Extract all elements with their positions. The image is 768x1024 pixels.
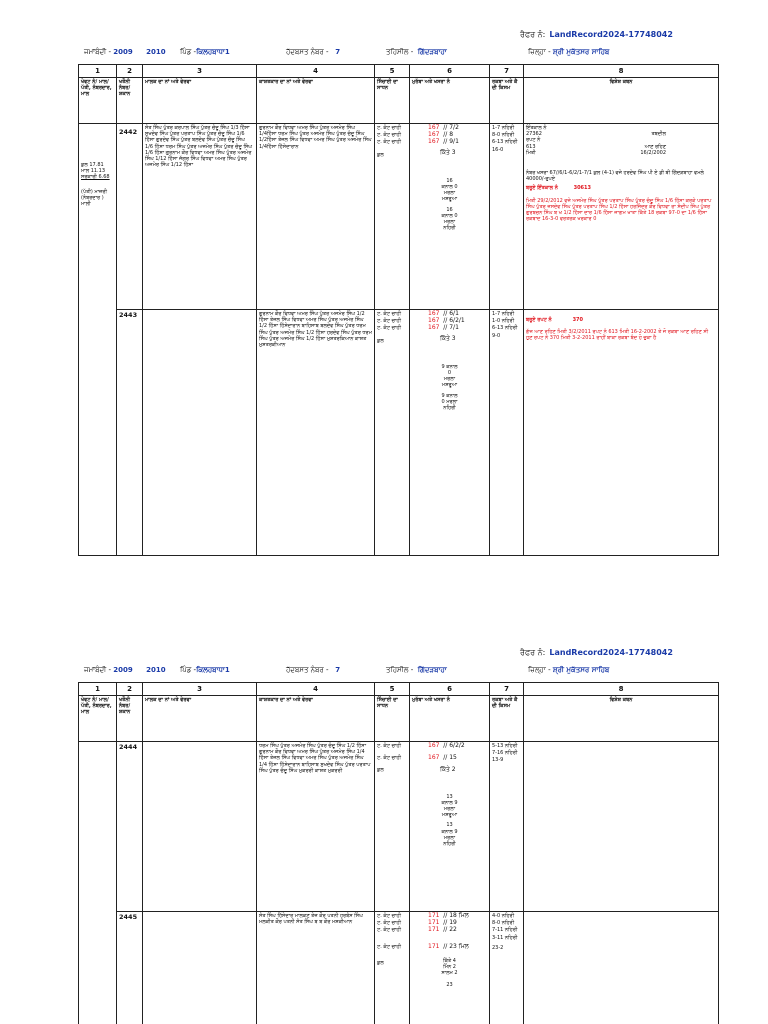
area-cell: 1-7 ਨਹਿਰੀ 8-0 ਨਹਿਰੀ 6-13 ਨਹਿਰੀ 16-0 [490, 124, 524, 310]
area-cell: 4-0 ਨਹਿਰੀ 8-0 ਨਹਿਰੀ 7-11 ਨਹਿਰੀ 3-11 ਨਹਿਰੀ 23-2 [490, 912, 524, 1024]
khatauni-number: 2445 [119, 913, 138, 921]
jamabandi-table [78, 682, 719, 1024]
irrigation-cell: ਟ. ਕੰਟ ਚਾਹੀ ਟ. ਕੰਟ ਚਾਹੀ ਟ. ਕੰਟ ਚਾਹੀ ਟ. ਕੰਟ ਚਾਹੀ ਕੁਲ [375, 912, 410, 1024]
khasra-cell: 171 // 18 ਮਿਲ 171 // 19 171 // 22 171 // 23 ਮਿਲ ਕਿੱਤੇ 4 ਮਿੰਨ 2 ਸਾਲਮ 2 23 [410, 912, 490, 1024]
cultivator-details: ਸੰਤ ਸਿੰਘ ਹਿੱਸੇਦਾਰ ਮਾਲਕਣ ਤੇਜ ਕੌਰ ਪਤਨੀ ਹਰਬੰਸ ਸਿੰਘ ਮਲਕੀਤ ਕੌਰ ਪਤਨੀ ਸੰਤ ਸਿੰਘ ਬ ਬ ਕੌਰ ਮਸ਼ਕੀਆਨ [257, 912, 375, 1024]
tehsil: ਤਹਿਸੀਲ - ਗਿੱਦੜਬਾਹਾ [386, 666, 447, 674]
table-row [79, 912, 719, 1024]
remarks-cell: ਇੰਤਕਾਲ ਨੰ 27362 ਤਬਦੀਲ ਰਪਟ ਨੰ 613 ਆਣ ਰਹਿਣ ਮਿਤੀ 16/2/2002 ਨੰਬਰ ਖਸਰਾ 67//6/1-6/2/1-7/1 ਕੁਲ (4-1) ਵਜੇ ਹਰਦੇਵ ਸਿੰਘ ਪੀ ਏ ਡੀ ਬੀ ਗਿੱਦੜਬਾਹਾ ਵਮਲੇ 40000/-ਰੁਪਏ ਬਰੂਏ ਇੰਤਕਾਲ ਨੰ 30613 ਮਿਤੀ 29/2/2012 ਵਜੇ ਅਜਮੇਰ ਸਿੰਘ ਪੁੱਤਰ ਪਰਤਾਪ ਸਿੰਘ ਪੁੱਤਰ ਚੰਦੂ ਸਿੰਘ 1/6 ਹਿੱਸਾ ਕਰਕੇ ਪਰਤਾਪ ਸਿੰਘ ਪੁੱਤਰ ਜਸਦੇਵ ਸਿੰਘ ਪੁੱਤਰ ਪਰਤਾਪ ਸਿੰਘ 1/2 ਹਿੱਸਾ ਹਰਜਿੰਦਰ ਕੌਰ ਵਿਧਵਾ ਰਾ ਸੰਦੀਪ ਸਿੰਘ ਪੁੱਤਰ ਗੁਰਬਚਨ ਸਿੰਘ ਬ ਖ 1/2 ਹਿੱਸਾ ਦਾਰ 1/6 ਹਿੱਸਾ ਜਾਗਮ ਖਾਤਾ ਕਿੱਤੇ 18 ਰਕਬਾ 97-0 ਦਾ 1/6 ਹਿੱਸਾ ਰਕਬਾਦ 16-3-0 ਵਰਤਰਕ ਖਰਕਾਰ 0 [524, 124, 719, 310]
remarks-cell [524, 912, 719, 1024]
remarks-cell: ਬਰੂਏ ਰਪਟ ਨੰ 370 ਗੱਜ ਆਣ ਰਹਿਣ ਮਿਤੀ 3/2/2011 ਰਪਟ ਨੰ 613 ਮਿਤੀ 16-2-2002 ਤੇ ਜੋ ਰਕਬਾ ਆਣ ਰਹਿਣ ਸੀ ਹੁਣ ਰਪਟ ਨੰ 370 ਮਿਤੀ 3-2-2011 ਰਾਹੀਂ ਬਾਕਾ ਰਕਬਾ ਬੰਦ ਹੋ ਚੁਕਾ ਹੈ [524, 310, 719, 556]
khatauni-number: 2442 [119, 128, 138, 136]
column-header-row: ਖੇਵਟ ਨੰ/ ਮਾਲ/ਪੱਤੀ, ਨੰਬਰਦਾਰ, ਮਾਲ ਖਤੌਨੀ ਨੰਬਰ/ ਸ਼ਕਾਨ ਮਾਲਕ ਦਾ ਨਾਂ ਅਤੇ ਵੇਰਵਾ ਕਾਸ਼ਤਕਾਰ ਦਾ ਨਾਂ ਅਤੇ ਵੇਰਵਾ ਸਿੰਚਾਈ ਦਾ ਸਾਧਨ ਮੁਰੱਬਾ ਅਤੇ ਖਸਰਾ ਨੰ ਰਕਬਾ ਅਤੇ ਕੈ ਦੀ ਕਿਸਮ ਵਿਸ਼ੇਸ਼ ਕਥਨ [79, 696, 719, 742]
khasra-cell: 167 // 7/2 167 // 8 167 // 9/1 ਕਿੱਤੇ 3 16 ਕਨਾਲ 0 ਮਰਲਾ ਮਸ਼ਰੂਆ 16 ਕਨਾਲ 0 ਮਰਲਾ ਨਹਿਰੀ [410, 124, 490, 310]
district: ਜ਼ਿਲ੍ਹਾ - ਸ਼੍ਰੀ ਮੁਕੱਤਸਰ ਸਾਹਿਬ [528, 48, 610, 56]
table-row [79, 742, 719, 912]
remarks-cell [524, 742, 719, 912]
column-header-row: ਖੇਵਟ ਨੰ/ ਮਾਲ/ਪੱਤੀ, ਨੰਬਰਦਾਰ, ਮਾਲ ਖਤੌਨੀ ਨੰਬਰ/ ਸ਼ਕਾਨ ਮਾਲਕ ਦਾ ਨਾਂ ਅਤੇ ਵੇਰਵਾ ਕਾਸ਼ਤਕਾਰ ਦਾ ਨਾਂ ਅਤੇ ਵੇਰਵਾ ਸਿੰਚਾਈ ਦਾ ਸਾਧਨ ਮੁਰੱਬਾ ਅਤੇ ਖਸਰਾ ਨੰ ਰਕਬਾ ਅਤੇ ਕੈ ਦੀ ਕਿਸਮ ਵਿਸ਼ੇਸ਼ ਕਥਨ [79, 78, 719, 124]
cultivator-details: ਗੁਰਨਾਮ ਕੌਰ ਵਿਧਵਾ ਅਮਰ ਸਿੰਘ ਪੁੱਤਰ ਅਜਮੇਰ ਸਿੰਘ 1/4ਹਿੱਸਾ ਧਰਮ ਸਿੰਘ ਪੁੱਤਰ ਅਜਮੇਰ ਸਿੰਘ ਪੁੱਤਰ ਚੰਦੂ ਸਿੰਘ 1/2ਹਿੱਸਾ ਤੇਜਲ ਸਿੰਘ ਵਿਧਵਾ ਅਮਰ ਸਿੰਘ ਪੁੱਤਰ ਅਜਮੇਰ ਸਿੰਘ 1/4ਹਿੱਸਾ ਹਿੱਸੇਦਾਰਾਨ [257, 124, 375, 310]
jamabandi-years: ਜਮਾਂਬੰਦੀ - 2009 2010 [84, 666, 166, 674]
khewat-cell [79, 742, 117, 1024]
village: ਪਿੰਡ -ਕਿਲਹਬਾਧਾ1 [180, 666, 230, 674]
owner-details [143, 310, 257, 556]
village: ਪਿੰਡ -ਕਿਲਹਬਾਧਾ1 [180, 48, 230, 56]
table-row [79, 124, 719, 310]
hadbast-number: ਹੱਦਬਸਤ ਨੰਬਰ - 7 [286, 666, 341, 674]
irrigation-cell: ਟ. ਕੰਟ ਚਾਹੀ ਟ. ਕੰਟ ਚਾਹੀ ਕੁਲ [375, 742, 410, 912]
hadbast-number: ਹੱਦਬਸਤ ਨੰਬਰ - 7 [286, 48, 341, 56]
owner-details [143, 742, 257, 912]
record-page-2 [0, 618, 768, 1024]
reference-number: ਰੈਫਰ ਨੰ: LandRecord2024-17748042 [520, 648, 673, 657]
irrigation-cell: ਟ. ਕੰਟ ਚਾਹੀ ਟ. ਕੰਟ ਚਾਹੀ ਟ. ਕੰਟ ਚਾਹੀ ਕੁਲ [375, 310, 410, 556]
khatauni-number: 2443 [119, 311, 138, 319]
column-number-row: 1 2 3 4 5 6 7 8 [79, 65, 719, 78]
owner-details: ਸੰਤ ਸਿੰਘ ਪੁੱਤਰ ਕਰਪਾਲ ਸਿੰਘ ਪੁੱਤਰ ਚੰਦੂ ਸਿੰਘ 1/3 ਹਿੱਸਾ ਸੁਖਦੇਵ ਸਿੰਘ ਪੁੱਤਰ ਪਰਤਾਪ ਸਿੰਘ ਪੁੱਤਰ ਚੰਦੂ ਸਿੰਘ 1/6 ਹਿੱਸਾ ਗੁਰਦੇਵ ਸਿੰਘ ਪੁੱਤਰ ਬਲਦੇਵ ਸਿੰਘ ਪੁੱਤਰ ਚੰਦੂ ਸਿੰਘ 1/6 ਹਿੱਸਾ ਧਰਮ ਸਿੰਘ ਪੁੱਤਰ ਅਜਮੇਰ ਸਿੰਘ ਪੁੱਤਰ ਚੰਦੂ ਸਿੰਘ 1/6 ਹਿੱਸਾ ਗੁਰਨਾਮ ਕੌਰ ਵਿਧਵਾ ਅਮਰ ਸਿੰਘ ਪੁੱਤਰ ਅਜਮੇਰ ਸਿੰਘ 1/12 ਹਿੱਸਾ ਜੱਗਰ ਸਿੰਘ ਵਿਧਵਾ ਅਮਰ ਸਿੰਘ ਪੁੱਤਰ ਅਜਮੇਰ ਸਿੰਘ 1/12 ਹਿੱਸਾ [143, 124, 257, 310]
khewat-cell: ਕੁਲ 17.81 ਮਾਲ 11.13 ਸਰਕਾਰੀ 6.68 (ਪੱਤੀ) ਮਾਜ਼ਰੀ (ਨੰਬਰਦਾਰ ) ਮਾਲੀ [79, 124, 117, 556]
reference-number: ਰੈਫਰ ਨੰ: LandRecord2024-17748042 [520, 30, 673, 39]
cultivator-details: ਗੁਰਨਾਮ ਕੌਰ ਵਿਧਵਾ ਅਮਰ ਸਿੰਘ ਪੁੱਤਰ ਅਜਮੇਰ ਸਿੰਘ 1/2 ਹਿੱਸਾ ਤੇਜਲ ਸਿੰਘ ਵਿਧਵਾ ਅਮਰ ਸਿੰਘ ਪੁੱਤਰ ਅਜਮੇਰ ਸਿੰਘ 1/2 ਹਿੱਸਾ ਹਿੱਸੇਦਾਰਾਨ ਬਾਹਿਸਾਬ ਬਲਦੇਵ ਸਿੰਘ ਪੁੱਤਰ ਧਰਮ ਸਿੰਘ ਪੁੱਤਰ ਅਜਮੇਰ ਸਿੰਘ 1/2 ਹਿੱਸਾ ਹਰਦੇਵ ਸਿੰਘ ਪੁੱਤਰ ਧਰਮ ਸਿੰਘ ਪੁੱਤਰ ਅਜਮੇਰ ਸਿੰਘ 1/2 ਹਿੱਸਾ ਮੁਸ਼ਤਰਕਿਆਨ ਕਾਸ਼ਤ ਮੁਸ਼ਤਰਕੀਆਨ [257, 310, 375, 556]
column-number-row: 1 2 3 4 5 6 7 8 [79, 683, 719, 696]
khasra-cell: 167 // 6/1 167 // 6/2/1 167 // 7/1 ਕਿੱਤੇ 3 9 ਕਨਾਲ 0 ਮਰਲਾ ਮਸ਼ਰੂਆ 9 ਕਨਾਲ 0 ਮਰਲਾ ਨਹਿਰੀ [410, 310, 490, 556]
area-cell: 5-13 ਨਹਿਰੀ 7-16 ਨਹਿਰੀ 13-9 [490, 742, 524, 912]
tehsil: ਤਹਿਸੀਲ - ਗਿੱਦੜਬਾਹਾ [386, 48, 447, 56]
jamabandi-table [78, 64, 719, 556]
owner-details [143, 912, 257, 1024]
khatauni-number: 2444 [119, 743, 138, 751]
table-row [79, 310, 719, 556]
khasra-cell: 167 // 6/2/2 167 // 15 ਕਿੱਤੇ 2 13 ਕਨਾਲ 9 ਮਰਲਾ ਮਸ਼ਰੂਆ 13 ਕਨਾਲ 9 ਮਰਲਾ ਨਹਿਰੀ [410, 742, 490, 912]
cultivator-details: ਧਰਮ ਸਿੰਘ ਪੁੱਤਰ ਅਜਮੇਰ ਸਿੰਘ ਪੁੱਤਰ ਚੰਦੂ ਸਿੰਘ 1/2 ਹਿੱਸਾ ਗੁਰਨਾਮ ਕੌਰ ਵਿਧਵਾ ਅਮਰ ਸਿੰਘ ਪੁੱਤਰ ਅਜਮੇਰ ਸਿੰਘ 1/4 ਹਿੱਸਾ ਤੇਜਲ ਸਿੰਘ ਵਿਧਵਾ ਅਮਰ ਸਿੰਘ ਪੁੱਤਰ ਅਜਮੇਰ ਸਿੰਘ 1/4 ਹਿੱਸਾ ਹਿੱਸੇਦਾਰਾਨ ਬਾਹਿਸਾਬ ਸੁਖਦੇਵ ਸਿੰਘ ਪੁੱਤਰ ਪਰਤਾਪ ਸਿੰਘ ਪੁੱਤਰ ਚੰਦੂ ਸਿੰਘ ਮੁਕਰਰੀ ਕਾਸ਼ਤ ਮੁਕਰਰੀ [257, 742, 375, 912]
area-cell: 1-7 ਨਹਿਰੀ 1-0 ਨਹਿਰੀ 6-13 ਨਹਿਰੀ 9-0 [490, 310, 524, 556]
irrigation-cell: ਟ. ਕੰਟ ਚਾਹੀ ਟ. ਕੰਟ ਚਾਹੀ ਟ. ਕੰਟ ਚਾਹੀ ਕੁਲ [375, 124, 410, 310]
district: ਜ਼ਿਲ੍ਹਾ - ਸ਼੍ਰੀ ਮੁਕੱਤਸਰ ਸਾਹਿਬ [528, 666, 610, 674]
jamabandi-years: ਜਮਾਂਬੰਦੀ - 2009 2010 [84, 48, 166, 56]
